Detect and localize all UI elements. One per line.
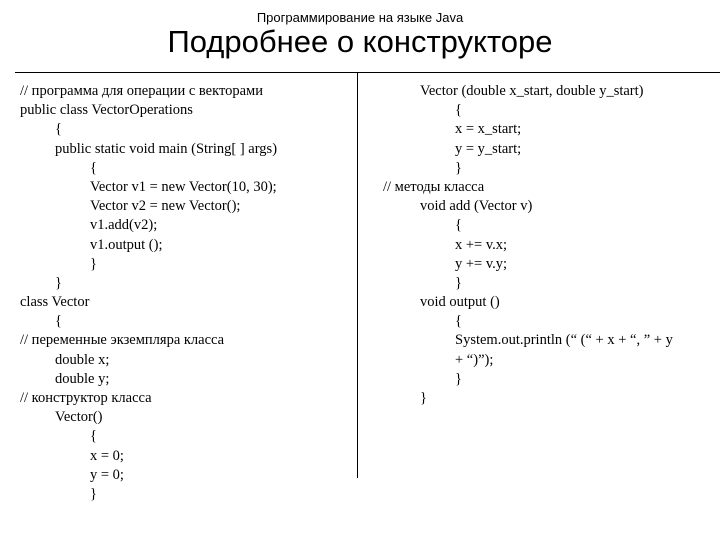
slide-title: Подробнее о конструкторе (167, 24, 553, 59)
code-line: y = 0; (90, 466, 124, 483)
code-line: + “)”); (455, 351, 494, 368)
code-line: // переменные экземпляра класса (20, 332, 225, 349)
code-line: } (90, 255, 97, 272)
code-line: } (55, 274, 62, 291)
title-divider (15, 72, 720, 73)
code-column-left (20, 82, 277, 504)
code-line: } (455, 370, 462, 387)
code-line: void add (Vector v) (420, 198, 533, 215)
code-line: System.out.println (“ (“ + x + “, ” + y (455, 332, 673, 349)
code-line: { (90, 159, 97, 176)
code-line: // методы класса (383, 178, 485, 195)
code-line: double y; (55, 370, 110, 387)
slide-header: Программирование на языке Java (256, 10, 464, 25)
code-line: y += v.y; (455, 255, 508, 272)
code-line: } (90, 485, 97, 502)
code-line: { (90, 428, 97, 445)
code-line: x = x_start; (455, 121, 522, 138)
code-line: { (455, 313, 462, 330)
code-line: v1.output (); (90, 236, 163, 253)
code-column-right (380, 82, 673, 408)
code-line: { (455, 217, 462, 234)
code-line: double x; (55, 351, 110, 368)
code-line: // программа для операции с векторами (20, 83, 263, 99)
code-line: Vector (double x_start, double y_start) (420, 83, 644, 99)
code-line: public class VectorOperations (20, 102, 193, 119)
code-line: Vector() (55, 409, 103, 426)
code-line: { (55, 121, 62, 138)
code-line: } (455, 159, 462, 176)
code-line: class Vector (20, 294, 90, 311)
code-line: // конструктор класса (20, 390, 152, 406)
code-line: x += v.x; (455, 236, 508, 253)
code-line: void output () (420, 294, 500, 311)
code-line: } (455, 274, 462, 291)
code-line: { (455, 102, 462, 119)
code-line: y = y_start; (455, 140, 522, 157)
column-divider (357, 72, 358, 478)
code-line: v1.add(v2); (90, 217, 158, 234)
code-line: } (420, 390, 427, 406)
code-line: Vector v2 = new Vector(); (90, 198, 241, 215)
code-line: Vector v1 = new Vector(10, 30); (90, 178, 277, 195)
code-line: public static void main (String[ ] args) (55, 140, 278, 157)
code-line: x = 0; (90, 447, 124, 464)
code-line: { (55, 313, 62, 330)
